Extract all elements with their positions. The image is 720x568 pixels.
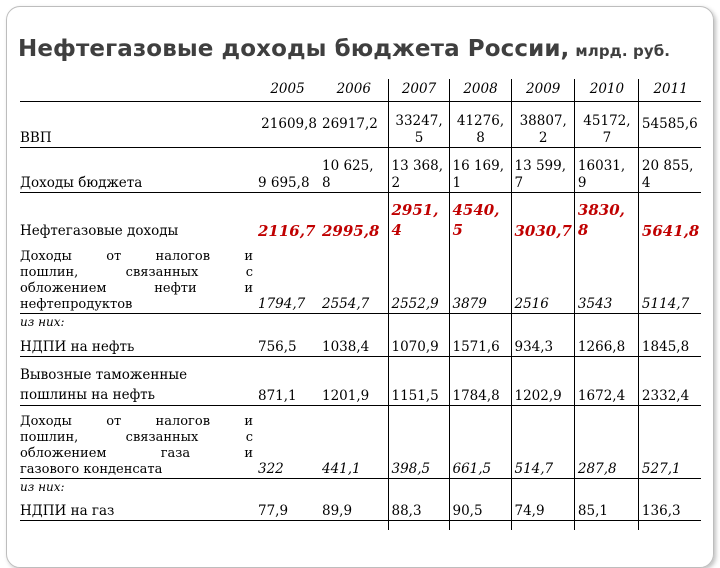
cell-value: 5641,8 — [638, 192, 701, 240]
cell-value: 1845,8 — [638, 331, 701, 356]
label-line: обложением нефти и — [20, 280, 253, 296]
label-line: обложением газа и — [20, 445, 253, 461]
cell-value: 45172, 7 — [574, 101, 638, 147]
label-of-which: из них: — [20, 315, 65, 329]
year-2008: 2008 — [449, 79, 511, 101]
cell-value: 33247, 5 — [388, 101, 449, 147]
cell-value: 13 368, 2 — [388, 147, 449, 192]
cell-value: 54585,6 — [638, 101, 701, 147]
row-ndpi-gas — [20, 496, 701, 520]
cell-value: 871,1 — [255, 356, 319, 405]
cell-value: 3879 — [449, 240, 511, 313]
label-ndpi-gas: НДПИ на газ — [20, 496, 255, 520]
label-export-duties — [20, 356, 255, 405]
cell-value: 756,5 — [255, 331, 319, 356]
title-text: Нефтегазовые доходы бюджета России, — [18, 36, 570, 62]
cell-value: 4540, 5 — [449, 192, 511, 240]
cell-value: 89,9 — [319, 496, 388, 520]
cell-value: 85,1 — [574, 496, 638, 520]
cell-value: 2516 — [511, 240, 574, 313]
cell-value: 1266,8 — [574, 331, 638, 356]
cell-value: 77,9 — [255, 496, 319, 520]
cell-value: 1038,4 — [319, 331, 388, 356]
label-line: Доходы от налогов и — [20, 413, 253, 429]
label-line: Доходы от налогов и — [20, 248, 253, 264]
cell-value: 1784,8 — [449, 356, 511, 405]
page-title — [18, 36, 670, 62]
cell-value: 661,5 — [449, 405, 511, 478]
cell-value: 88,3 — [388, 496, 449, 520]
header-row — [20, 79, 701, 101]
label-line: Вывозные таможенные — [20, 366, 188, 383]
cell-value: 2332,4 — [638, 356, 701, 405]
label-oil-taxes — [20, 240, 255, 313]
cell-value: 1202,9 — [511, 356, 574, 405]
row-revenue — [20, 147, 701, 192]
cell-value: 2116,7 — [258, 222, 316, 240]
cell-value: 287,8 — [574, 405, 638, 478]
cell-value: 1070,9 — [388, 331, 449, 356]
row-oilgas — [20, 192, 701, 240]
cell-value: 26917,2 — [319, 101, 388, 147]
year-2006: 2006 — [319, 79, 388, 101]
cell-value: 527,1 — [638, 405, 701, 478]
cell-value: 9 695,8 — [255, 147, 319, 192]
cell-value: 21609,8 — [255, 101, 319, 147]
label-ndpi-oil: НДПИ на нефть — [20, 331, 255, 356]
cell-value: 1794,7 — [255, 240, 319, 313]
header-empty-cell — [20, 79, 255, 101]
cell-value: 90,5 — [449, 496, 511, 520]
cell-value: 2995,8 — [322, 222, 380, 240]
cell-value: 13 599, 7 — [511, 147, 574, 192]
cell-value: 16 169, 1 — [449, 147, 511, 192]
cell-value: 2554,7 — [319, 240, 388, 313]
row-gas-taxes — [20, 405, 701, 478]
row-gdp — [20, 101, 701, 147]
label-revenue: Доходы бюджета — [20, 147, 255, 192]
label-line: нефтепродуктов — [20, 296, 133, 312]
cell-value: 2552,9 — [388, 240, 449, 313]
label-line: пошлин, связанных с — [20, 264, 253, 280]
year-2005: 2005 — [255, 79, 319, 101]
cell-value: 1571,6 — [449, 331, 511, 356]
cell-value: 3830, 8 — [574, 192, 638, 240]
cell-value: 3030,7 — [511, 192, 574, 240]
cell-value: 41276, 8 — [449, 101, 511, 147]
row-of-which-1 — [20, 313, 701, 331]
label-line: пошлины на нефть — [20, 386, 155, 403]
cell-value: 514,7 — [511, 405, 574, 478]
cell-value: 2951, 4 — [388, 192, 449, 240]
title-unit: млрд. руб. — [575, 42, 671, 60]
row-export-duties — [20, 356, 701, 405]
year-2011: 2011 — [638, 79, 701, 101]
cell-value: 38807, 2 — [511, 101, 574, 147]
year-2007: 2007 — [388, 79, 449, 101]
row-of-which-2 — [20, 478, 701, 496]
year-2009: 2009 — [511, 79, 574, 101]
cell-value: 3543 — [574, 240, 638, 313]
label-line: пошлин, связанных с — [20, 429, 253, 445]
label-of-which: из них: — [20, 480, 65, 494]
label-gdp: ВВП — [20, 101, 255, 147]
year-2010: 2010 — [574, 79, 638, 101]
cell-value: 934,3 — [511, 331, 574, 356]
cell-value: 1201,9 — [319, 356, 388, 405]
cell-value: 322 — [255, 405, 319, 478]
cell-value: 1151,5 — [388, 356, 449, 405]
label-line: газового конденсата — [20, 461, 163, 477]
row-oil-taxes — [20, 240, 701, 313]
cell-value: 1672,4 — [574, 356, 638, 405]
cell-value: 136,3 — [638, 496, 701, 520]
revenue-table — [20, 79, 701, 530]
cell-value: 10 625, 8 — [319, 147, 388, 192]
label-gas-taxes — [20, 405, 255, 478]
cell-value: 20 855, 4 — [638, 147, 701, 192]
cell-value: 16031, 9 — [574, 147, 638, 192]
cell-value: 398,5 — [388, 405, 449, 478]
row-cutoff — [20, 520, 701, 530]
row-ndpi-oil — [20, 331, 701, 356]
label-oilgas: Нефтегазовые доходы — [20, 223, 179, 239]
cell-value: 74,9 — [511, 496, 574, 520]
cell-value: 441,1 — [319, 405, 388, 478]
cell-value: 5114,7 — [638, 240, 701, 313]
